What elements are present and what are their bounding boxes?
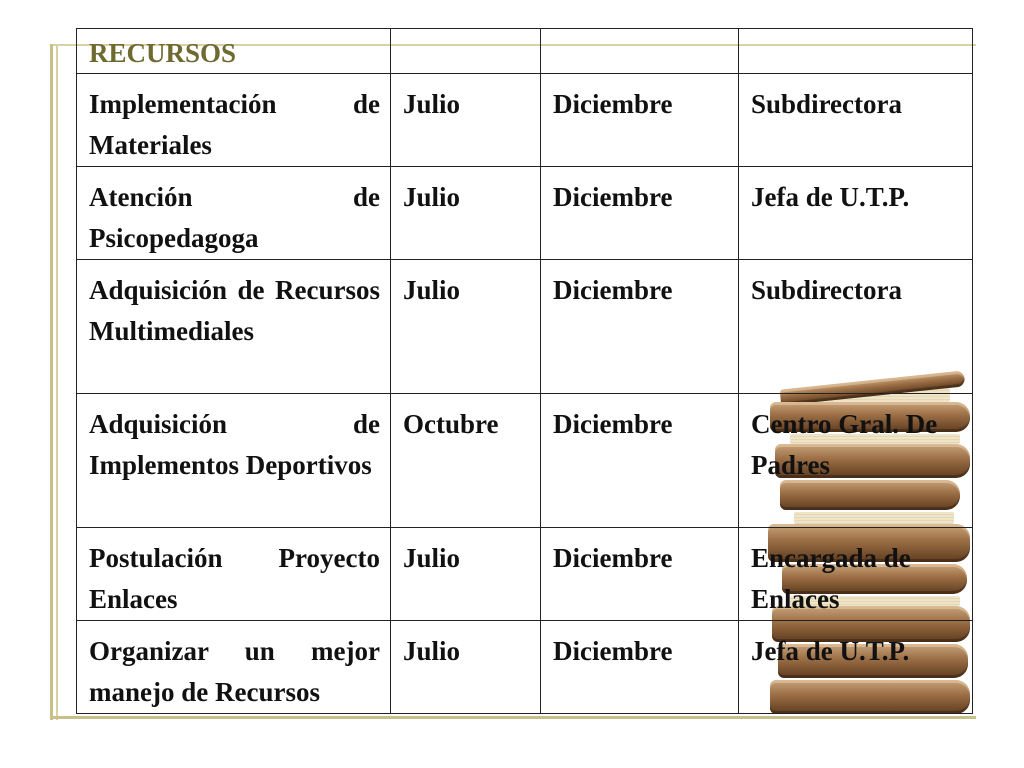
table-header-cell bbox=[391, 29, 541, 74]
start-month-cell: Julio bbox=[391, 621, 541, 714]
end-month-cell: Diciembre bbox=[541, 394, 739, 528]
start-month-cell: Julio bbox=[391, 74, 541, 167]
responsible-cell: Centro Gral. De Padres bbox=[739, 394, 973, 528]
responsible-cell: Encargada de Enlaces bbox=[739, 528, 973, 621]
end-month-cell: Diciembre bbox=[541, 260, 739, 394]
activity-cell: Adquisición de Implementos Deportivos bbox=[77, 394, 391, 528]
activity-cell: Adquisición de Recursos Multimediales bbox=[77, 260, 391, 394]
start-month-cell: Julio bbox=[391, 167, 541, 260]
table-header-cell: RECURSOS bbox=[77, 29, 391, 74]
activity-cell: Postulación Proyecto Enlaces bbox=[77, 528, 391, 621]
table-header-cell bbox=[739, 29, 973, 74]
start-month-cell: Julio bbox=[391, 528, 541, 621]
table-header-row bbox=[77, 29, 973, 74]
table-row bbox=[77, 74, 973, 167]
end-month-cell: Diciembre bbox=[541, 74, 739, 167]
responsible-cell: Subdirectora bbox=[739, 260, 973, 394]
responsible-cell: Jefa de U.T.P. bbox=[739, 167, 973, 260]
slide-frame-left-inner-line bbox=[56, 44, 58, 720]
table-row bbox=[77, 528, 973, 621]
responsible-cell: Jefa de U.T.P. bbox=[739, 621, 973, 714]
start-month-cell: Julio bbox=[391, 260, 541, 394]
end-month-cell: Diciembre bbox=[541, 621, 739, 714]
activity-cell: Implementación de Materiales bbox=[77, 74, 391, 167]
table-row bbox=[77, 394, 973, 528]
table-header-cell bbox=[541, 29, 739, 74]
table-row bbox=[77, 167, 973, 260]
resources-table bbox=[76, 28, 973, 714]
slide-frame-left-line bbox=[50, 44, 53, 720]
activity-cell: Atención de Psicopedagoga bbox=[77, 167, 391, 260]
responsible-cell: Subdirectora bbox=[739, 74, 973, 167]
slide-frame-bottom-line bbox=[50, 716, 976, 719]
table-row bbox=[77, 260, 973, 394]
end-month-cell: Diciembre bbox=[541, 528, 739, 621]
table-row bbox=[77, 621, 973, 714]
activity-cell: Organizar un mejor manejo de Recursos bbox=[77, 621, 391, 714]
start-month-cell: Octubre bbox=[391, 394, 541, 528]
end-month-cell: Diciembre bbox=[541, 167, 739, 260]
